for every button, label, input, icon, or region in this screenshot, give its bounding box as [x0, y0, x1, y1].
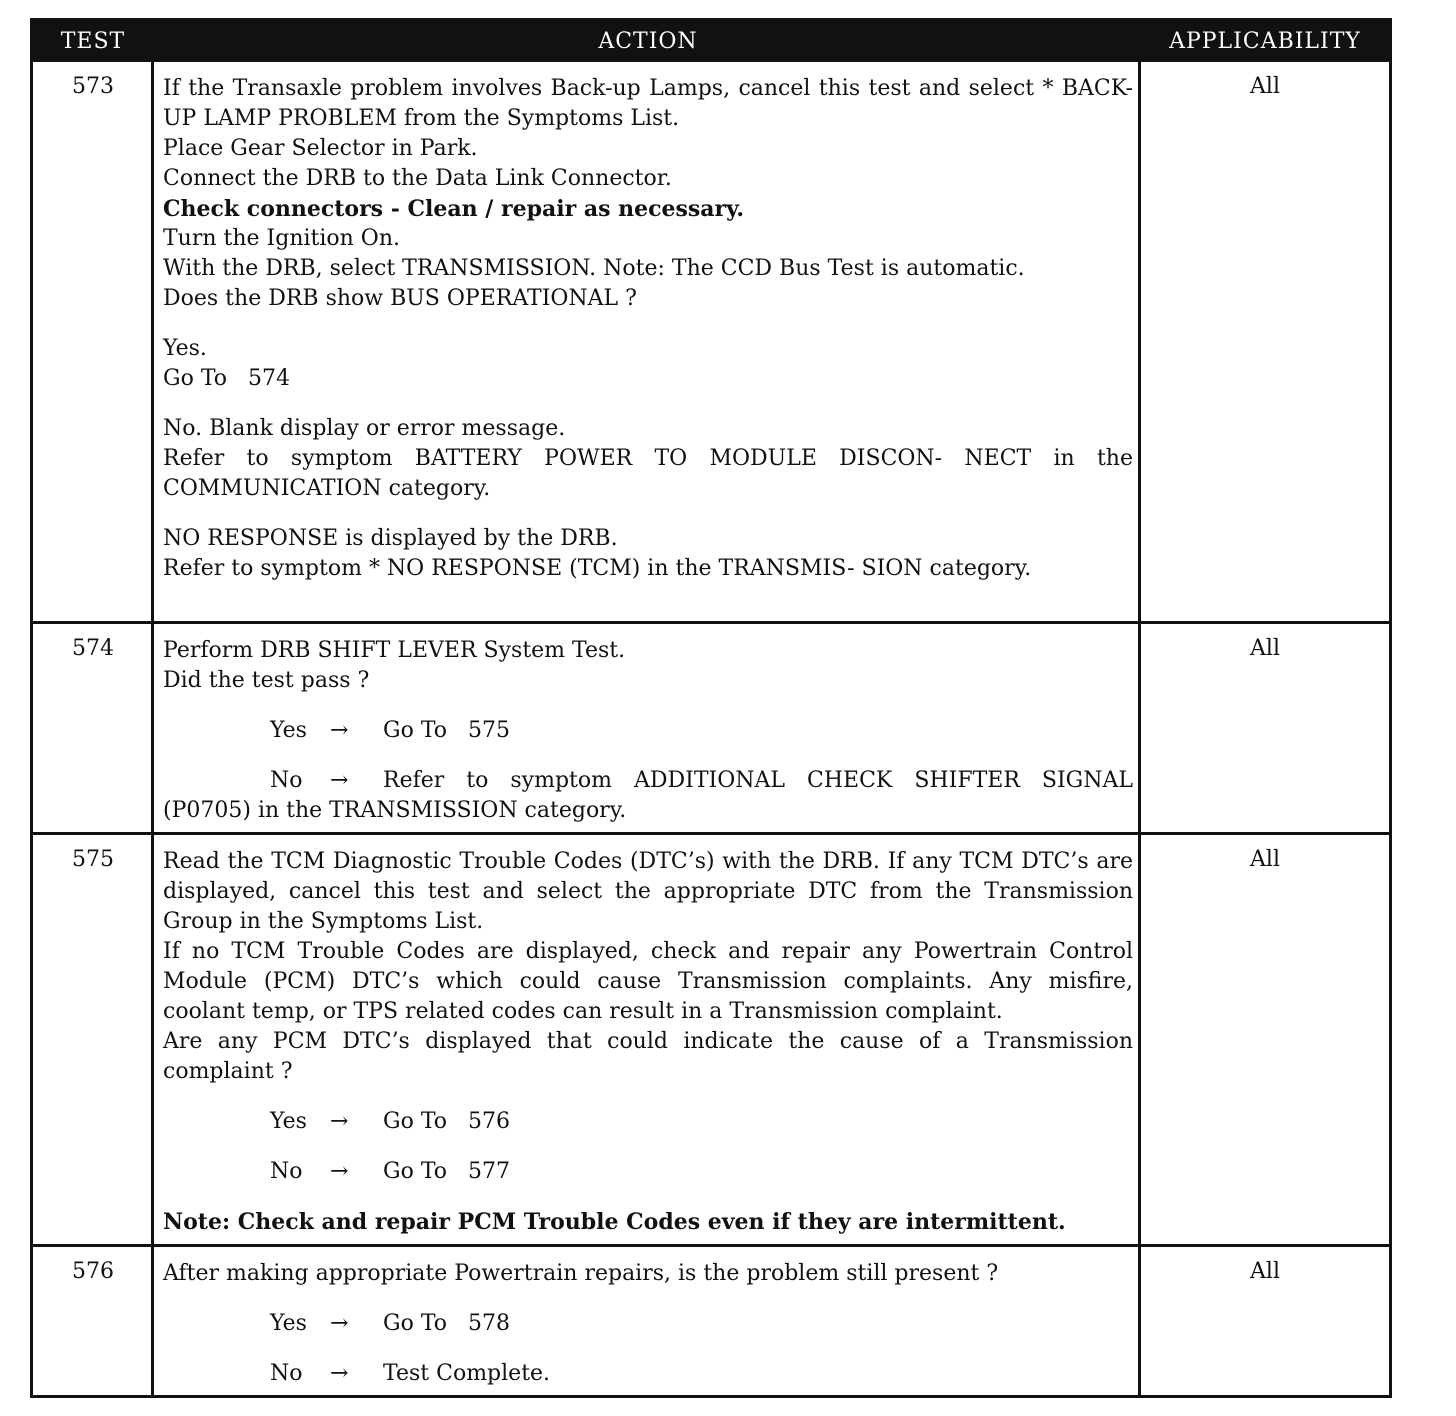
option-label: No — [270, 1361, 303, 1386]
option-result: Go To 577 — [383, 1159, 510, 1184]
action-cell — [163, 74, 1133, 584]
action-line: Place Gear Selector in Park. — [163, 136, 478, 161]
option-label: Yes — [270, 718, 307, 743]
action-line: Does the DRB show BUS OPERATIONAL ? — [163, 286, 637, 311]
action-line: Perform DRB SHIFT LEVER System Test. — [163, 638, 626, 663]
option-line — [270, 716, 1133, 746]
option-label: No — [270, 768, 303, 793]
option-label: No — [270, 1159, 303, 1184]
arrow-icon: → — [330, 1109, 349, 1134]
table-row — [33, 1247, 1389, 1395]
option-label: NO RESPONSE is displayed by the DRB. — [163, 526, 618, 551]
arrow-icon: → — [330, 718, 349, 743]
applicability-cell: All — [1250, 847, 1280, 872]
option-line — [270, 1309, 1133, 1339]
applicability-cell: All — [1250, 1259, 1280, 1284]
option-result: Refer to symptom * NO RESPONSE (TCM) in the TRANSMIS- SION category. — [163, 556, 1032, 581]
table-row — [33, 624, 1389, 832]
table-row — [33, 835, 1389, 1244]
arrow-icon: → — [330, 1159, 349, 1184]
action-line: If no TCM Trouble Codes are displayed, check and repair any Powertrain Control Module (PCM) DTC’s which could cause Transmission complaints. Any misfire, coolant temp, or TPS related codes can result in a Transmission complaint. — [163, 939, 1133, 1024]
action-line: Did the test pass ? — [163, 668, 370, 693]
table-header — [33, 21, 1389, 62]
option-result: Test Complete. — [383, 1361, 551, 1386]
header-test: TEST — [60, 29, 126, 54]
option-result: Go To 576 — [383, 1109, 510, 1134]
test-number: 575 — [72, 847, 114, 872]
note: Note: Check and repair PCM Trouble Codes even if they are intermittent. — [163, 1209, 1066, 1235]
action-line: Are any PCM DTC’s displayed that could indicate the cause of a Transmission complaint ? — [163, 1029, 1133, 1084]
action-cell — [163, 636, 1133, 826]
option-result: Go To 578 — [383, 1311, 510, 1336]
test-number: 576 — [72, 1259, 114, 1284]
action-line: Read the TCM Diagnostic Trouble Codes (DTC’s) with the DRB. If any TCM DTC’s are displayed, cancel this test and select the appropriate DTC from the Transmission Group in the Symptoms List. — [163, 849, 1133, 934]
option-label: Yes — [270, 1311, 307, 1336]
option-label: No. Blank display or error message. — [163, 416, 566, 441]
applicability-cell: All — [1250, 74, 1280, 99]
option-result: Refer to symptom ADDITIONAL CHECK SHIFTER SIGNAL — [383, 768, 1133, 793]
diagnostic-table — [30, 18, 1392, 1398]
action-line: Turn the Ignition On. — [163, 226, 401, 251]
option-result: Go To 575 — [383, 718, 510, 743]
option-line — [270, 1359, 1133, 1389]
option-line — [270, 1157, 1133, 1187]
header-applicability: APPLICABILITY — [1169, 29, 1361, 54]
header-action: ACTION — [598, 29, 698, 54]
action-line: Check connectors - Clean / repair as necessary. — [163, 196, 745, 222]
table-row — [33, 62, 1389, 621]
arrow-icon: → — [330, 1361, 349, 1386]
applicability-cell: All — [1250, 636, 1280, 661]
option-result: Go To 574 — [163, 366, 290, 391]
action-line: After making appropriate Powertrain repairs, is the problem still present ? — [163, 1261, 999, 1286]
option-label: Yes — [270, 1109, 307, 1134]
arrow-icon: → — [330, 1311, 349, 1336]
option-line — [270, 1107, 1133, 1137]
option-result-continued: (P0705) in the TRANSMISSION category. — [163, 798, 627, 823]
option-label: Yes. — [163, 336, 207, 361]
test-number: 574 — [72, 636, 114, 661]
action-line: If the Transaxle problem involves Back-up Lamps, cancel this test and select * BACK-UP LAMP PROBLEM from the Symptoms List. — [163, 76, 1133, 131]
option-line — [270, 766, 1133, 796]
arrow-icon: → — [330, 768, 349, 793]
action-line: Connect the DRB to the Data Link Connector. — [163, 166, 672, 191]
test-number: 573 — [72, 74, 114, 99]
action-line: With the DRB, select TRANSMISSION. Note: The CCD Bus Test is automatic. — [163, 256, 1025, 281]
option-result: Refer to symptom BATTERY POWER TO MODULE DISCON- NECT in the COMMUNICATION category. — [163, 446, 1133, 501]
action-cell — [163, 1259, 1133, 1389]
action-cell — [163, 847, 1133, 1237]
